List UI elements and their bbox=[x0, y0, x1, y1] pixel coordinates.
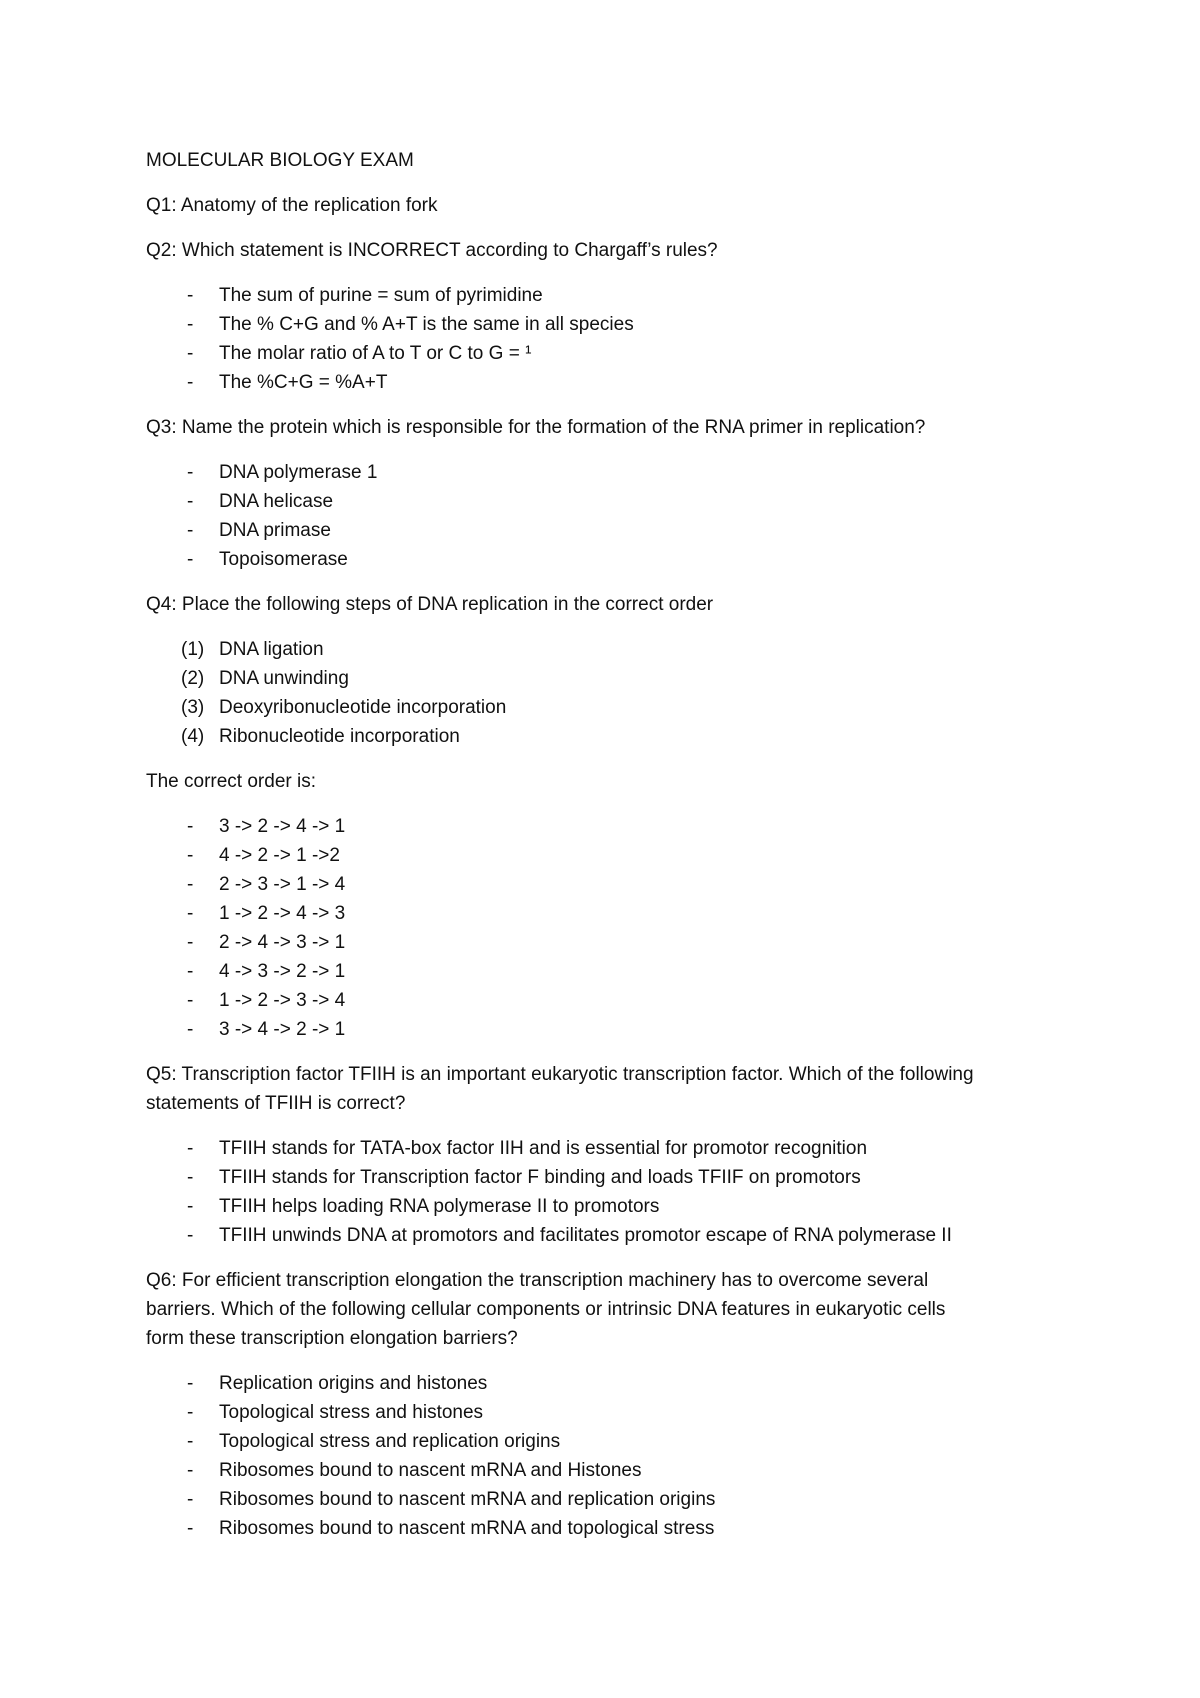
option-item: - 4 -> 2 -> 1 ->2 bbox=[146, 841, 1066, 870]
bullet-dash: - bbox=[187, 1489, 194, 1510]
option-item: - TFIIH stands for TATA-box factor IIH and is essential for promotor recognition bbox=[146, 1134, 1066, 1163]
question-6 bbox=[146, 1266, 1066, 1295]
bullet-dash: - bbox=[187, 1138, 194, 1159]
question-text: For efficient transcription elongation the transcription machinery has to overcome several bbox=[176, 1270, 929, 1291]
step-item: (1) DNA ligation bbox=[146, 635, 1066, 664]
question-label: Q1: bbox=[146, 195, 177, 216]
question-text: Place the following steps of DNA replication in the correct order bbox=[176, 594, 714, 615]
option-item: - The % C+G and % A+T is the same in all species bbox=[146, 310, 1066, 339]
step-item: (2) DNA unwinding bbox=[146, 664, 1066, 693]
bullet-dash: - bbox=[187, 462, 194, 483]
bullet-dash: - bbox=[187, 372, 194, 393]
option-item: - Ribosomes bound to nascent mRNA and replication origins bbox=[146, 1485, 1066, 1514]
q3-options bbox=[146, 458, 1066, 574]
option-item: - 3 -> 4 -> 2 -> 1 bbox=[146, 1015, 1066, 1044]
bullet-dash: - bbox=[187, 1167, 194, 1188]
option-item: - The molar ratio of A to T or C to G = ¹ bbox=[146, 339, 1066, 368]
option-item: - The sum of purine = sum of pyrimidine bbox=[146, 281, 1066, 310]
question-5-cont: statements of TFIIH is correct? bbox=[146, 1093, 406, 1114]
step-item: (3) Deoxyribonucleotide incorporation bbox=[146, 693, 1066, 722]
bullet-dash: - bbox=[187, 1402, 194, 1423]
bullet-dash: - bbox=[187, 520, 194, 541]
option-item: - The %C+G = %A+T bbox=[146, 368, 1066, 397]
bullet-dash: - bbox=[187, 874, 194, 895]
question-label: Q5: bbox=[146, 1064, 177, 1085]
bullet-dash: - bbox=[187, 1431, 194, 1452]
option-item: - 2 -> 3 -> 1 -> 4 bbox=[146, 870, 1066, 899]
option-item: - 2 -> 4 -> 3 -> 1 bbox=[146, 928, 1066, 957]
option-item: - TFIIH unwinds DNA at promotors and facilitates promotor escape of RNA polymerase II bbox=[146, 1221, 1066, 1250]
question-label: Q4: bbox=[146, 594, 177, 615]
bullet-dash: - bbox=[187, 314, 194, 335]
question-5 bbox=[146, 1060, 1066, 1089]
question-label: Q2: bbox=[146, 240, 177, 261]
bullet-dash: - bbox=[187, 961, 194, 982]
option-item: - 1 -> 2 -> 3 -> 4 bbox=[146, 986, 1066, 1015]
option-item: - 3 -> 2 -> 4 -> 1 bbox=[146, 812, 1066, 841]
bullet-dash: - bbox=[187, 816, 194, 837]
bullet-dash: - bbox=[187, 932, 194, 953]
bullet-dash: - bbox=[187, 343, 194, 364]
option-item: - DNA primase bbox=[146, 516, 1066, 545]
question-text: Transcription factor TFIIH is an important eukaryotic transcription factor. Which of the following bbox=[176, 1064, 974, 1085]
question-label: Q3: bbox=[146, 417, 177, 438]
option-item: - DNA helicase bbox=[146, 487, 1066, 516]
option-item: - TFIIH helps loading RNA polymerase II to promotors bbox=[146, 1192, 1066, 1221]
order-prompt: The correct order is: bbox=[146, 771, 316, 792]
question-text: Which statement is INCORRECT according to Chargaff’s rules? bbox=[176, 240, 718, 261]
option-item: - Topoisomerase bbox=[146, 545, 1066, 574]
bullet-dash: - bbox=[187, 845, 194, 866]
option-item: - 4 -> 3 -> 2 -> 1 bbox=[146, 957, 1066, 986]
bullet-dash: - bbox=[187, 1019, 194, 1040]
bullet-dash: - bbox=[187, 1373, 194, 1394]
question-3 bbox=[146, 413, 1066, 442]
option-item: - Ribosomes bound to nascent mRNA and topological stress bbox=[146, 1514, 1066, 1543]
option-item: - Ribosomes bound to nascent mRNA and Histones bbox=[146, 1456, 1066, 1485]
step-number: (1) bbox=[181, 639, 205, 660]
bullet-dash: - bbox=[187, 1196, 194, 1217]
question-6-cont: form these transcription elongation barriers? bbox=[146, 1328, 518, 1349]
option-item: - DNA polymerase 1 bbox=[146, 458, 1066, 487]
q5-options bbox=[146, 1134, 1066, 1250]
bullet-dash: - bbox=[187, 990, 194, 1011]
step-number: (3) bbox=[181, 697, 205, 718]
option-item: - 1 -> 2 -> 4 -> 3 bbox=[146, 899, 1066, 928]
exam-page bbox=[146, 146, 1066, 1543]
question-1 bbox=[146, 191, 1066, 220]
option-item: - Replication origins and histones bbox=[146, 1369, 1066, 1398]
bullet-dash: - bbox=[187, 903, 194, 924]
question-4 bbox=[146, 590, 1066, 619]
step-number: (4) bbox=[181, 726, 205, 747]
step-number: (2) bbox=[181, 668, 205, 689]
question-2 bbox=[146, 236, 1066, 265]
bullet-dash: - bbox=[187, 1460, 194, 1481]
question-label: Q6: bbox=[146, 1270, 177, 1291]
bullet-dash: - bbox=[187, 285, 194, 306]
q4-steps bbox=[146, 635, 1066, 751]
question-text: Anatomy of the replication fork bbox=[176, 195, 438, 216]
bullet-dash: - bbox=[187, 1225, 194, 1246]
question-6-cont: barriers. Which of the following cellular components or intrinsic DNA features in eukaryotic cells bbox=[146, 1299, 946, 1320]
step-item: (4) Ribonucleotide incorporation bbox=[146, 722, 1066, 751]
option-item: - Topological stress and histones bbox=[146, 1398, 1066, 1427]
bullet-dash: - bbox=[187, 491, 194, 512]
bullet-dash: - bbox=[187, 549, 194, 570]
q4-options bbox=[146, 812, 1066, 1044]
question-text: Name the protein which is responsible for the formation of the RNA primer in replication? bbox=[176, 417, 926, 438]
option-item: - Topological stress and replication origins bbox=[146, 1427, 1066, 1456]
q6-options bbox=[146, 1369, 1066, 1543]
exam-title: MOLECULAR BIOLOGY EXAM bbox=[146, 150, 414, 171]
option-item: - TFIIH stands for Transcription factor F binding and loads TFIIF on promotors bbox=[146, 1163, 1066, 1192]
q2-options bbox=[146, 281, 1066, 397]
bullet-dash: - bbox=[187, 1518, 194, 1539]
